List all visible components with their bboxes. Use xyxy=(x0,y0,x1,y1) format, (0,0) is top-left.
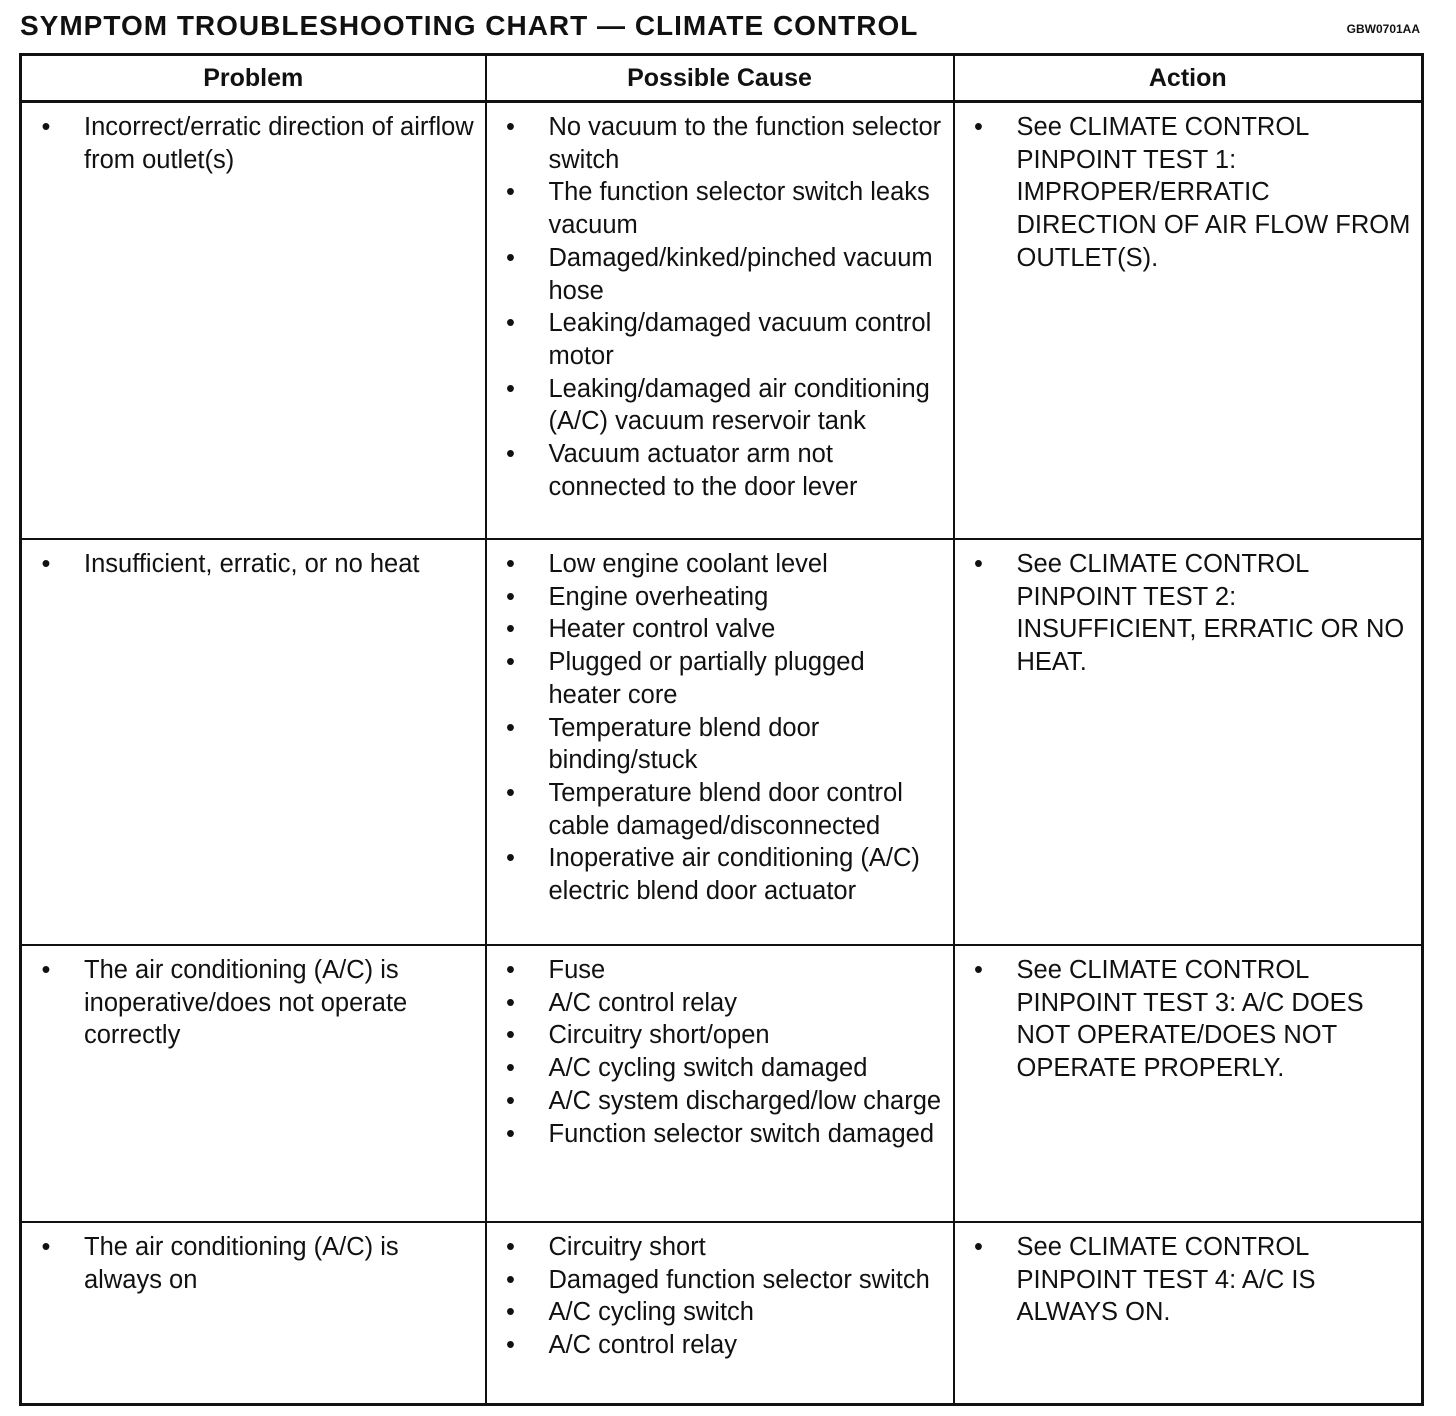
action-item xyxy=(967,1231,1412,1329)
bullet-icon: • xyxy=(506,615,515,644)
action-cell xyxy=(954,539,1423,945)
bullet-icon: • xyxy=(506,713,515,742)
cause-text: Vacuum actuator arm not connected to the door lever xyxy=(548,440,858,501)
cause-cell xyxy=(486,945,954,1222)
action-text: See CLIMATE CONTROL PINPOINT TEST 4: A/C IS ALWAYS ON. xyxy=(1016,1233,1316,1327)
cause-item xyxy=(499,712,943,777)
cause-item xyxy=(499,307,943,372)
table-header-row xyxy=(21,55,1423,102)
bullet-icon: • xyxy=(506,648,515,677)
cause-text: Low engine coolant level xyxy=(548,550,828,578)
cause-item xyxy=(499,1019,943,1052)
bullet-icon: • xyxy=(506,956,515,984)
problem-cell xyxy=(21,945,486,1222)
bullet-icon: • xyxy=(506,1233,515,1261)
cause-text: Circuitry short/open xyxy=(548,1021,770,1050)
bullet-icon: • xyxy=(506,1054,515,1083)
bullet-icon: • xyxy=(506,243,515,272)
problem-item xyxy=(34,111,475,176)
cause-item xyxy=(499,1329,943,1362)
cause-text: Temperature blend door control cable damaged/disconnected xyxy=(548,778,903,840)
bullet-icon: • xyxy=(506,1086,515,1115)
table-row xyxy=(21,945,1423,1222)
cause-item xyxy=(499,373,943,438)
cause-text: Leaking/damaged vacuum control motor xyxy=(548,309,932,370)
bullet-icon: • xyxy=(506,113,515,141)
cause-item xyxy=(499,613,943,646)
cause-item xyxy=(499,1052,943,1085)
bullet-icon: • xyxy=(41,1233,51,1261)
cause-text: Function selector switch damaged xyxy=(548,1119,935,1148)
bullet-icon: • xyxy=(506,1021,515,1050)
cause-cell xyxy=(486,102,954,540)
problem-item xyxy=(34,1231,475,1296)
problem-cell xyxy=(21,102,486,540)
cause-text: A/C cycling switch damaged xyxy=(548,1054,868,1083)
cause-text: Engine overheating xyxy=(548,582,769,611)
problem-cell xyxy=(21,1222,486,1405)
cause-text: Inoperative air conditioning (A/C) electric blend door actuator xyxy=(548,844,920,906)
cause-cell xyxy=(486,539,954,945)
cause-item xyxy=(499,111,943,176)
cause-item xyxy=(499,176,943,241)
problem-text: The air conditioning (A/C) is inoperative/does not operate correctly xyxy=(84,956,408,1050)
cause-text: Temperature blend door binding/stuck xyxy=(548,713,820,775)
bullet-icon: • xyxy=(506,778,515,807)
cause-text: A/C control relay xyxy=(548,1331,737,1360)
cause-text: Fuse xyxy=(548,956,606,984)
cause-item xyxy=(499,242,943,307)
table-row xyxy=(21,539,1423,945)
action-text: See CLIMATE CONTROL PINPOINT TEST 3: A/C DOES NOT OPERATE/DOES NOT OPERATE PROPERLY. xyxy=(1016,956,1364,1083)
bullet-icon: • xyxy=(974,1233,983,1261)
column-header-possible-cause: Possible Cause xyxy=(486,55,954,102)
action-item xyxy=(967,111,1412,275)
cause-text: Damaged/kinked/pinched vacuum hose xyxy=(548,243,933,305)
bullet-icon: • xyxy=(506,1298,515,1327)
table-row xyxy=(21,1222,1423,1405)
cause-text: Heater control valve xyxy=(548,615,776,644)
cause-item xyxy=(499,842,943,907)
bullet-icon: • xyxy=(506,844,515,873)
cause-item xyxy=(499,1231,943,1264)
bullet-icon: • xyxy=(506,550,515,578)
problem-text: Insufficient, erratic, or no heat xyxy=(84,550,420,578)
cause-text: Circuitry short xyxy=(548,1233,706,1261)
action-cell xyxy=(954,102,1423,540)
cause-item xyxy=(499,548,943,581)
cause-text: A/C system discharged/low charge xyxy=(548,1086,942,1115)
action-cell xyxy=(954,1222,1423,1405)
cause-text: Damaged function selector switch xyxy=(548,1265,930,1294)
cause-text: A/C control relay xyxy=(548,988,737,1017)
problem-cell xyxy=(21,539,486,945)
bullet-icon: • xyxy=(506,374,515,403)
bullet-icon: • xyxy=(506,178,515,207)
page-title: SYMPTOM TROUBLESHOOTING CHART — CLIMATE CONTROL xyxy=(20,10,919,41)
action-text: See CLIMATE CONTROL PINPOINT TEST 2: INSUFFICIENT, ERRATIC OR NO HEAT. xyxy=(1016,550,1405,677)
cause-item xyxy=(499,954,943,987)
problem-item xyxy=(34,954,475,1052)
bullet-icon: • xyxy=(506,1331,515,1360)
troubleshooting-table xyxy=(19,53,1424,1406)
bullet-icon: • xyxy=(506,309,515,338)
action-cell xyxy=(954,945,1423,1222)
bullet-icon: • xyxy=(506,440,515,469)
cause-item xyxy=(499,1085,943,1118)
bullet-icon: • xyxy=(41,550,51,578)
cause-item xyxy=(499,1264,943,1297)
bullet-icon: • xyxy=(506,1265,515,1294)
cause-item xyxy=(499,777,943,842)
problem-text: Incorrect/erratic direction of airflow from outlet(s) xyxy=(84,113,474,174)
action-item xyxy=(967,548,1412,679)
bullet-icon: • xyxy=(41,956,51,984)
figure-code: GBW0701AA xyxy=(1346,22,1420,36)
cause-text: The function selector switch leaks vacuum xyxy=(548,178,930,240)
action-text: See CLIMATE CONTROL PINPOINT TEST 1: IMPROPER/ERRATIC DIRECTION OF AIR FLOW FROM OUTLET(S). xyxy=(1016,113,1411,272)
cause-item xyxy=(499,1296,943,1329)
cause-text: Plugged or partially plugged heater core xyxy=(548,648,865,709)
cause-item xyxy=(499,581,943,614)
cause-item xyxy=(499,438,943,503)
column-header-problem: Problem xyxy=(21,55,486,102)
bullet-icon: • xyxy=(974,113,983,141)
column-header-action: Action xyxy=(954,55,1423,102)
cause-cell xyxy=(486,1222,954,1405)
cause-text: Leaking/damaged air conditioning (A/C) vacuum reservoir tank xyxy=(548,374,930,436)
bullet-icon: • xyxy=(506,1119,515,1148)
action-item xyxy=(967,954,1412,1085)
problem-item xyxy=(34,548,475,581)
bullet-icon: • xyxy=(506,582,515,611)
cause-item xyxy=(499,987,943,1020)
bullet-icon: • xyxy=(974,550,983,578)
cause-item xyxy=(499,646,943,711)
bullet-icon: • xyxy=(974,956,983,984)
cause-text: A/C cycling switch xyxy=(548,1298,754,1327)
bullet-icon: • xyxy=(41,113,51,141)
cause-text: No vacuum to the function selector switch xyxy=(548,113,942,174)
bullet-icon: • xyxy=(506,988,515,1017)
cause-item xyxy=(499,1118,943,1151)
problem-text: The air conditioning (A/C) is always on xyxy=(84,1233,399,1294)
table-row xyxy=(21,102,1423,540)
